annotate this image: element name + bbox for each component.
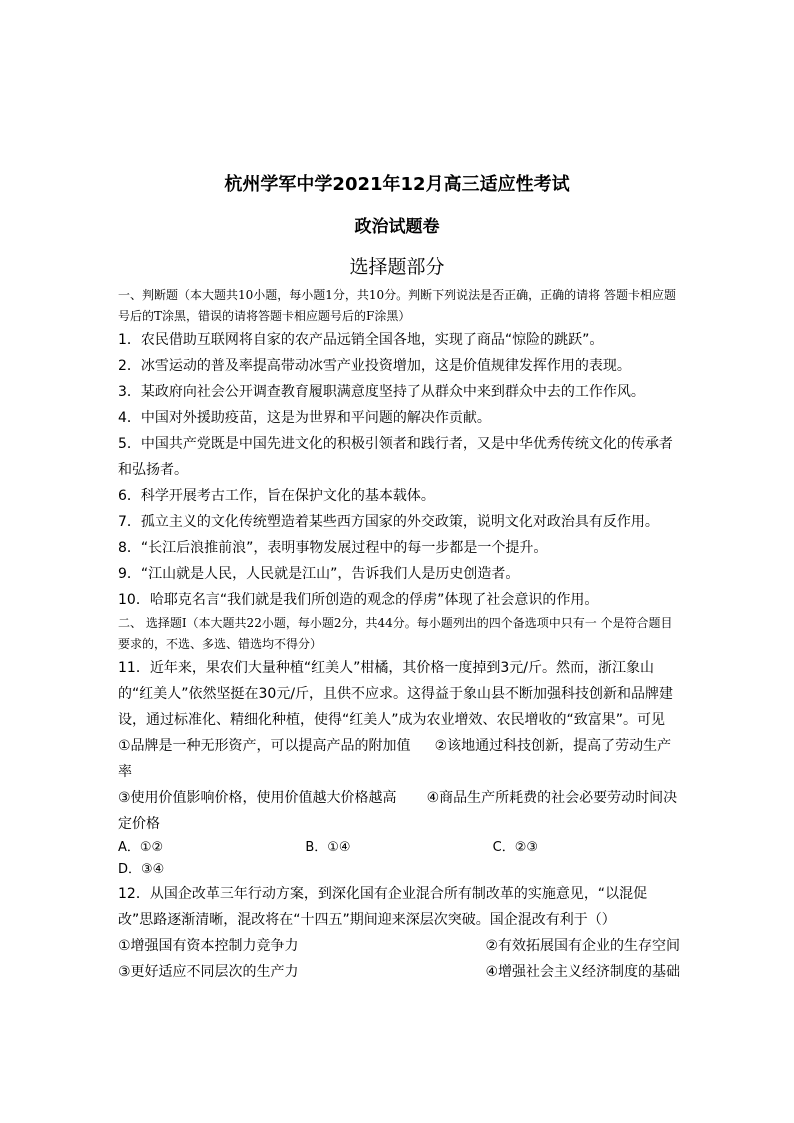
- question-12-stem: 12．从国企改革三年行动方案，到深化国有企业混合所有制改革的实施意见，“以混促改”思路逐渐清晰，混改将在“十四五”期间迎来深层次突破。国企混改有利于（）: [118, 886, 648, 928]
- statement-4: ④商品生产所耗费的社会必要劳动时间决定价格: [118, 790, 678, 832]
- option-b: B．①④: [305, 840, 351, 855]
- question-12-statements-1-2: [118, 933, 680, 959]
- statement-1: ①增强国有资本控制力竞争力: [118, 938, 299, 954]
- exam-subject: 政治试题卷: [354, 217, 440, 237]
- question-7: 7．孤立主义的文化传统塑造着某些西方国家的外交政策，说明文化对政治具有反作用。: [118, 514, 659, 530]
- statement-3: ③更好适应不同层次的生产力: [118, 964, 299, 980]
- option-c: C．②③: [492, 840, 539, 855]
- statement-3: ③使用价值影响价格，使用价值越大价格越高: [118, 790, 397, 806]
- question-11-statements-3-4: [118, 785, 680, 837]
- question-9: 9．“江山就是人民，人民就是江山”，告诉我们人是历史创造者。: [118, 566, 520, 582]
- section2-instructions: 二、 选择题Ⅰ（本大题共22小题，每小题2分，共44分。每小题列出的四个备选项中只有一 个是符合题目要求的，不选、多选、错选均不得分）: [118, 616, 673, 651]
- question-11-options: [118, 837, 680, 859]
- question-6: 6．科学开展考古工作，旨在保护文化的基本载体。: [118, 488, 435, 504]
- statement-2: ②有效拓展国有企业的生存空间: [485, 938, 680, 954]
- question-10: 10．哈耶克名言“我们就是我们所创造的观念的俘虏”体现了社会意识的作用。: [118, 592, 599, 608]
- question-5: 5．中国共产党既是中国先进文化的积极引领者和践行者，又是中华优秀传统文化的传承者和弘扬者。: [118, 436, 673, 478]
- question-12-statements-3-4: [118, 959, 680, 985]
- exam-content: [118, 285, 680, 985]
- option-a: A．①②: [118, 840, 164, 855]
- statement-4: ④增强社会主义经济制度的基础: [485, 964, 680, 980]
- exam-title: 杭州学军中学2021年12月高三适应性考试: [224, 174, 570, 195]
- question-2: 2．冰雪运动的普及率提高带动冰雪产业投资增加，这是价值规律发挥作用的表现。: [118, 358, 631, 374]
- question-11-statements-1-2: [118, 733, 680, 785]
- statement-1: ①品牌是一种无形资产，可以提高产品的附加值: [118, 738, 411, 754]
- section-part-title: 选择题部分: [349, 256, 445, 278]
- question-1: 1．农民借助互联网将自家的农产品远销全国各地，实现了商品“惊险的跳跃”。: [118, 332, 604, 348]
- question-3: 3．某政府向社会公开调查教育履职满意度坚持了从群众中来到群众中去的工作作风。: [118, 384, 645, 400]
- question-8: 8．“长江后浪推前浪”，表明事物发展过程中的每一步都是一个提升。: [118, 540, 548, 556]
- question-4: 4．中国对外援助疫苗，这是为世界和平问题的解决作贡献。: [118, 410, 491, 426]
- option-d: D．③④: [118, 862, 165, 877]
- statement-2: ②该地通过科技创新，提高了劳动生产率: [118, 738, 672, 780]
- section1-instructions: 一、判断题（本大题共10小题，每小题1分，共10分。判断下列说法是否正确，正确的请将 答题卡相应题号后的T涂黑，错误的请将答题卡相应题号后的F涂黑）: [118, 288, 676, 323]
- question-11-stem: 11．近年来，果农们大量种植“红美人”柑橘，其价格一度掉到3元/斤。然而，浙江象山的“红美人”依然坚挺在30元/斤，且供不应求。这得益于象山县不断加强科技创新和品牌建设，通过标准化、精细化种植，使得“红美人”成为农业增效、农民增收的“致富果”。可见: [118, 660, 674, 728]
